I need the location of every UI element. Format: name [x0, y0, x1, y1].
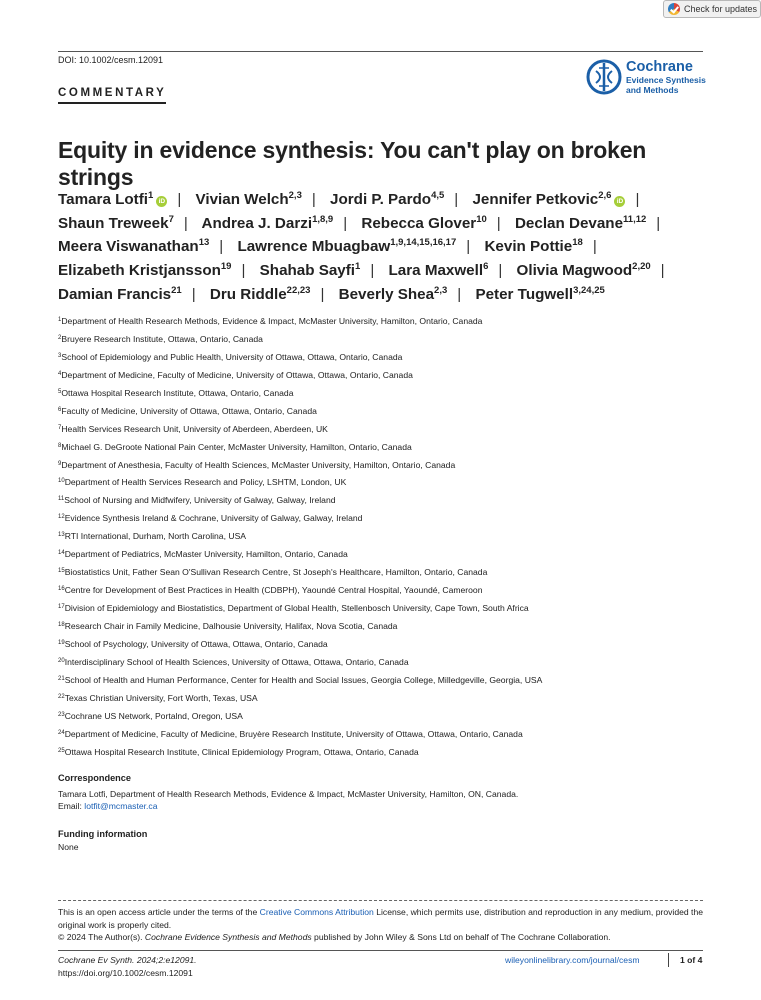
correspondence-address: Tamara Lotfi, Department of Health Research Methods, Evidence & Impact, McMaster University, Hamilton, ON, Canada.	[58, 789, 519, 799]
affiliation-text: School of Nursing and Midfwifery, University of Galway, Galway, Ireland	[64, 495, 336, 506]
author-separator: |	[592, 238, 597, 256]
affiliation-number: 24	[58, 729, 65, 736]
author-separator: |	[370, 262, 375, 280]
affiliation-text: Department of Anesthesia, Faculty of Health Sciences, McMaster University, Hamilton, Ontario, Canada	[61, 459, 456, 470]
affiliation-number: 5	[58, 388, 62, 395]
correspondence-email-row	[58, 801, 157, 811]
footer-doi-link[interactable]: https://doi.org/10.1002/cesm.12091	[58, 968, 193, 978]
affiliation-text: Evidence Synthesis Ireland & Cochrane, University of Galway, Galway, Ireland	[64, 513, 363, 524]
author-name-text: Shahab Sayfi	[259, 262, 356, 280]
author-name-text: Meera Viswanathan	[58, 238, 199, 256]
orcid-icon[interactable]: iD	[156, 196, 167, 207]
author-name-text: Lawrence Mbuagbaw	[237, 238, 391, 256]
affiliation-text: Department of Health Research Methods, Evidence & Impact, McMaster University, Hamilton, Ontario, Canada	[61, 316, 483, 326]
author-name-text: Tamara Lotfi	[58, 191, 149, 208]
affiliation-text: RTI International, Durham, North Carolina, USA	[64, 531, 247, 542]
author-separator: |	[656, 214, 661, 232]
orcid-icon[interactable]: iD	[614, 196, 625, 207]
author-name[interactable]	[196, 191, 302, 208]
affiliation-item	[58, 747, 708, 765]
author-affiliation-marker: 2,6	[598, 190, 612, 201]
affiliation-item	[58, 693, 708, 711]
affiliation-number: 2	[58, 334, 62, 341]
author-name[interactable]	[58, 191, 167, 208]
affiliation-text: School of Epidemiology and Public Health, University of Ottawa, Ottawa, Ontario, Canada	[61, 351, 403, 362]
affiliation-item	[58, 531, 708, 549]
affiliation-item	[58, 549, 708, 567]
affiliation-text: Department of Health Services Research and Policy, LSHTM, London, UK	[64, 477, 347, 488]
author-separator: |	[183, 214, 188, 232]
affiliation-item	[58, 388, 708, 406]
affiliation-number: 16	[58, 586, 65, 593]
author-affiliation-marker: 4,5	[431, 190, 445, 201]
author-separator: |	[241, 262, 246, 280]
author-name-text: Damian Francis	[58, 285, 172, 303]
author-list	[58, 188, 710, 307]
affiliation-text: Department of Medicine, Faculty of Medicine, University of Ottawa, Ottawa, Ontario, Canada	[61, 369, 413, 380]
author-affiliation-marker: 10	[476, 213, 487, 225]
affiliation-number: 18	[58, 621, 65, 628]
affiliation-number: 14	[58, 550, 65, 557]
affiliation-item	[58, 477, 708, 495]
author-name[interactable]	[361, 215, 486, 232]
affiliation-item	[58, 352, 708, 370]
affiliation-item	[58, 621, 708, 639]
affiliation-text: Interdisciplinary School of Health Sciences, University of Ottawa, Ottawa, Ontario, Canada	[64, 656, 409, 667]
affiliation-item	[58, 675, 708, 693]
author-name[interactable]	[58, 238, 209, 255]
author-name[interactable]	[237, 238, 456, 255]
author-affiliation-marker: 1,9,14,15,16,17	[390, 237, 457, 249]
affiliation-number: 6	[58, 406, 62, 413]
license-text	[58, 906, 703, 932]
author-name-text: Lara Maxwell	[388, 262, 484, 280]
author-name[interactable]	[339, 286, 448, 303]
author-separator: |	[343, 214, 348, 232]
section-label: COMMENTARY	[58, 87, 166, 104]
check-for-updates-label: Check for updates	[684, 4, 758, 14]
author-affiliation-marker: 13	[198, 237, 210, 249]
author-name[interactable]	[330, 191, 444, 208]
affiliation-text: Ottawa Hospital Research Institute, Ottawa, Ontario, Canada	[61, 387, 294, 398]
affiliation-number: 11	[58, 496, 65, 503]
author-name-text: Kevin Pottie	[484, 238, 573, 256]
author-name-text: Olivia Magwood	[516, 262, 633, 280]
author-name[interactable]	[210, 286, 311, 303]
affiliation-text: Michael G. DeGroote National Pain Center, McMaster University, Hamilton, Ontario, Canada	[61, 441, 412, 452]
cochrane-logo-icon	[586, 59, 622, 95]
affiliation-text: School of Health and Human Performance, Center for Health and Social Issues, Georgia College, Milledgeville, Georgia, USA	[64, 674, 543, 685]
copyright-text	[58, 932, 703, 942]
affiliation-text: Bruyere Research Institute, Ottawa, Ontario, Canada	[61, 333, 263, 344]
affiliation-text: Ottawa Hospital Research Institute, Clinical Epidemiology Program, Ottawa, Ontario, Canada	[64, 746, 419, 757]
logo-line-1: Evidence Synthesis	[626, 74, 706, 85]
author-separator: |	[219, 238, 224, 256]
affiliation-number: 22	[58, 693, 65, 700]
author-name-text: Andrea J. Darzi	[201, 214, 313, 232]
affiliation-item	[58, 316, 708, 334]
author-affiliation-marker: 6	[483, 261, 489, 273]
author-separator: |	[320, 285, 325, 303]
affiliation-number: 1	[58, 317, 62, 323]
footer-separator	[668, 953, 669, 967]
author-affiliation-marker: 1	[148, 190, 154, 201]
author-separator: |	[311, 191, 316, 208]
affiliation-number: 20	[58, 657, 65, 664]
copyright-end: published by John Wiley & Sons Ltd on behalf of The Cochrane Collaboration.	[311, 932, 611, 942]
journal-site-link[interactable]: wileyonlinelibrary.com/journal/cesm	[505, 955, 640, 965]
author-separator: |	[466, 238, 471, 256]
author-name-text: Elizabeth Kristjansson	[58, 262, 221, 280]
author-name-text: Jennifer Petkovic	[472, 191, 599, 208]
affiliation-item	[58, 513, 708, 531]
affiliation-number: 21	[58, 675, 65, 682]
author-separator: |	[496, 214, 501, 232]
affiliation-item	[58, 567, 708, 585]
affiliation-text: Cochrane US Network, Portalnd, Oregon, USA	[64, 710, 243, 721]
affiliation-number: 10	[58, 478, 65, 485]
affiliation-number: 17	[58, 604, 65, 610]
author-name[interactable]	[201, 215, 333, 232]
license-text-end: License, which permits use, distribution and reproduction in any medium, provided the original work is properly cited.	[58, 907, 703, 930]
author-affiliation-marker: 22,23	[286, 284, 311, 296]
affiliation-item	[58, 370, 708, 388]
author-name-text: Beverly Shea	[338, 285, 435, 303]
author-affiliation-marker: 3,24,25	[573, 284, 605, 296]
author-name[interactable]	[58, 262, 231, 279]
affiliation-number: 13	[58, 532, 65, 539]
license-text-start: This is an open access article under the terms of the	[58, 907, 260, 917]
author-affiliation-marker: 2,3	[288, 190, 302, 201]
funding-value: None	[58, 842, 79, 852]
author-name[interactable]	[389, 262, 489, 279]
affiliation-number: 23	[58, 711, 65, 718]
author-affiliation-marker: 18	[572, 237, 583, 249]
affiliation-text: Research Chair in Family Medicine, Dalhousie University, Halifax, Nova Scotia, Canada	[64, 620, 398, 631]
affiliation-item	[58, 711, 708, 729]
funding-heading: Funding information	[58, 829, 148, 839]
author-affiliation-marker: 1	[355, 261, 361, 273]
affiliation-list	[58, 316, 708, 764]
page-number: 1 of 4	[680, 955, 703, 965]
author-separator: |	[177, 191, 182, 208]
author-name-text: Rebecca Glover	[361, 214, 477, 232]
affiliation-number: 19	[58, 639, 65, 646]
affiliation-text: Biostatistics Unit, Father Sean O'Sullivan Research Centre, St Joseph's Healthcare, Hamilton, Ontario, Canada	[64, 567, 488, 578]
copyright-start: © 2024 The Author(s).	[58, 932, 145, 942]
affiliation-number: 7	[58, 424, 62, 431]
affiliation-item	[58, 639, 708, 657]
author-name[interactable]	[58, 286, 182, 303]
author-name-text: Declan Devane	[514, 214, 624, 232]
affiliation-item	[58, 334, 708, 352]
check-for-updates-button[interactable]	[663, 0, 761, 18]
affiliation-item	[58, 442, 708, 460]
crossmark-icon	[668, 3, 680, 15]
author-name[interactable]	[260, 262, 361, 279]
affiliation-number: 3	[58, 352, 62, 359]
affiliation-item	[58, 495, 708, 513]
article-title: Equity in evidence synthesis: You can't play on broken strings	[58, 137, 647, 190]
author-affiliation-marker: 11,12	[623, 213, 647, 225]
author-name-text: Shaun Treweek	[58, 214, 169, 232]
affiliation-item	[58, 603, 708, 621]
affiliation-number: 4	[58, 370, 62, 377]
author-name[interactable]	[472, 191, 625, 208]
author-separator: |	[635, 191, 640, 208]
affiliation-text: Health Services Research Unit, University of Aberdeen, Aberdeen, UK	[61, 423, 328, 434]
affiliation-number: 15	[58, 568, 65, 575]
email-label: Email:	[58, 801, 82, 811]
affiliation-text: Faculty of Medicine, University of Ottawa, Ottawa, Ontario, Canada	[61, 405, 317, 416]
affiliation-number: 9	[58, 460, 62, 467]
article-doi: DOI: 10.1002/cesm.12091	[58, 55, 164, 65]
author-affiliation-marker: 19	[220, 261, 232, 273]
affiliation-text: School of Psychology, University of Ottawa, Ottawa, Ontario, Canada	[64, 638, 328, 649]
author-affiliation-marker: 21	[171, 284, 182, 296]
creative-commons-link[interactable]: Creative Commons Attribution	[259, 907, 374, 917]
author-separator: |	[660, 262, 665, 280]
footer-rule	[58, 950, 703, 951]
license-divider	[58, 900, 703, 901]
author-name[interactable]	[484, 238, 582, 255]
affiliation-text: Department of Medicine, Faculty of Medicine, Bruyère Research Institute, University of Ottawa, Ottawa, Ontario, Canada	[64, 728, 523, 739]
affiliation-item	[58, 460, 708, 478]
affiliation-text: Department of Pediatrics, McMaster University, Hamilton, Ontario, Canada	[64, 549, 348, 560]
author-separator: |	[191, 285, 196, 303]
cochrane-logo[interactable]	[586, 58, 706, 96]
author-affiliation-marker: 7	[168, 213, 174, 225]
email-link[interactable]: lotfit@mcmaster.ca	[84, 801, 158, 811]
copyright-journal: Cochrane Evidence Synthesis and Methods	[144, 932, 312, 942]
author-affiliation-marker: 2,20	[632, 261, 651, 273]
affiliation-item	[58, 657, 708, 675]
affiliation-text: Division of Epidemiology and Biostatistics, Department of Global Health, Stellenbosch University, Cape Town, South Africa	[64, 603, 529, 613]
author-name-text: Dru Riddle	[209, 285, 287, 303]
affiliation-number: 12	[58, 514, 65, 521]
author-affiliation-marker: 2,3	[434, 284, 448, 296]
author-name-text: Vivian Welch	[195, 191, 289, 208]
author-name[interactable]	[475, 286, 604, 303]
affiliation-item	[58, 585, 708, 603]
author-name-text: Jordi P. Pardo	[330, 191, 432, 208]
author-affiliation-marker: 1,8,9	[312, 213, 334, 225]
author-separator: |	[498, 262, 503, 280]
logo-brand: Cochrane	[626, 58, 693, 75]
affiliation-text: Texas Christian University, Fort Worth, Texas, USA	[64, 692, 258, 703]
author-name[interactable]	[515, 215, 646, 232]
affiliation-item	[58, 729, 708, 747]
affiliation-number: 8	[58, 442, 62, 449]
author-name[interactable]	[517, 262, 651, 279]
affiliation-item	[58, 424, 708, 442]
journal-reference: Cochrane Ev Synth. 2024;2:e12091.	[58, 955, 197, 965]
header-rule	[58, 51, 703, 52]
logo-line-2: and Methods	[626, 84, 679, 95]
author-name-text: Peter Tugwell	[475, 285, 574, 303]
author-separator: |	[454, 191, 459, 208]
author-separator: |	[457, 285, 462, 303]
affiliation-item	[58, 406, 708, 424]
correspondence-heading: Correspondence	[58, 773, 132, 783]
author-name[interactable]	[58, 215, 174, 232]
affiliation-number: 25	[58, 747, 65, 754]
affiliation-text: Centre for Development of Best Practices in Health (CDBPH), Yaoundé Central Hospital, Yaoundé, Cameroon	[64, 585, 483, 596]
